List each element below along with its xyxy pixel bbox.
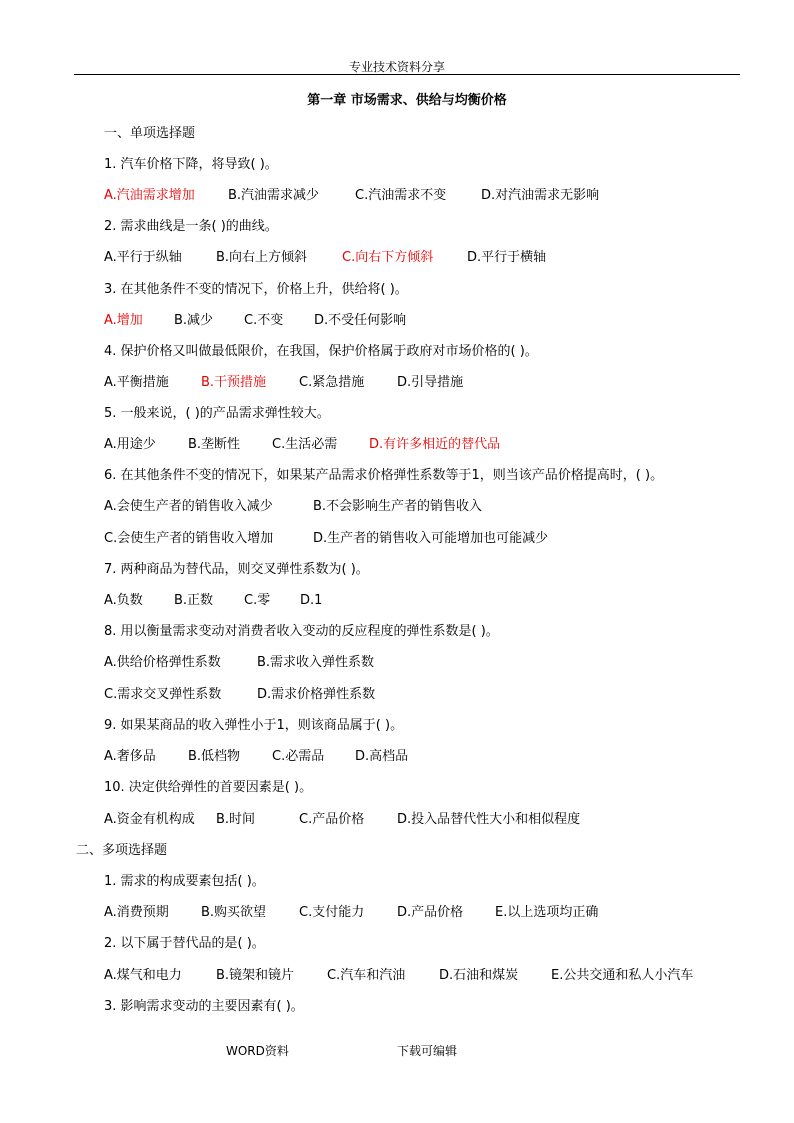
page-header: 专业技术资料分享 <box>348 60 445 74</box>
question-text: 8. 用以衡量需求变动对消费者收入变动的反应程度的弹性系数是( )。 <box>104 624 499 639</box>
option-answer: A.增加 <box>104 313 143 328</box>
option: C.会使生产者的销售收入增加 <box>104 531 274 546</box>
option: D.投入品替代性大小和相似程度 <box>397 812 581 827</box>
section-heading: 一、单项选择题 <box>104 126 196 141</box>
question-text: 7. 两种商品为替代品，则交叉弹性系数为( )。 <box>104 562 369 577</box>
option: D.石油和煤炭 <box>439 968 519 983</box>
option: D.需求价格弹性系数 <box>257 687 376 702</box>
option: B.镜架和镜片 <box>216 968 295 983</box>
option: D.平行于横轴 <box>467 250 547 265</box>
option: B.购买欲望 <box>201 905 267 920</box>
option: A.负数 <box>104 593 143 608</box>
option: A.供给价格弹性系数 <box>104 655 221 670</box>
option: C.零 <box>244 593 271 608</box>
question-text: 1. 汽车价格下降，将导致( )。 <box>104 157 278 172</box>
option: C.生活必需 <box>272 437 338 452</box>
option: C.紧急措施 <box>299 375 365 390</box>
page-title: 第一章 市场需求、供给与均衡价格 <box>307 93 507 108</box>
option: B.时间 <box>216 812 256 827</box>
question-text: 3. 影响需求变动的主要因素有( )。 <box>104 999 304 1014</box>
option: B.减少 <box>174 313 214 328</box>
option-answer: A.汽油需求增加 <box>104 188 195 203</box>
option-answer: D.有许多相近的替代品 <box>369 437 501 452</box>
question-text: 9. 如果某商品的收入弹性小于1，则该商品属于( )。 <box>104 718 404 733</box>
option: D.高档品 <box>355 749 409 764</box>
option: B.低档物 <box>188 749 241 764</box>
question-text: 3. 在其他条件不变的情况下，价格上升，供给将( )。 <box>104 282 408 297</box>
question-text: 10. 决定供给弹性的首要因素是( )。 <box>104 780 313 795</box>
option: C.必需品 <box>272 749 325 764</box>
option: C.汽车和汽油 <box>327 968 406 983</box>
option: D.生产者的销售收入可能增加也可能减少 <box>313 531 549 546</box>
option: A.平行于纵轴 <box>104 250 182 265</box>
option: A.煤气和电力 <box>104 968 182 983</box>
option: A.用途少 <box>104 437 156 452</box>
option-answer: B.干预措施 <box>201 375 267 390</box>
option: D.1 <box>300 593 323 608</box>
option: B.正数 <box>174 593 214 608</box>
question-text: 2. 以下属于替代品的是( )。 <box>104 936 265 951</box>
footer-right: 下载可编辑 <box>397 1044 458 1058</box>
option-answer: C.向右下方倾斜 <box>342 250 434 265</box>
option: E.公共交通和私人小汽车 <box>551 968 694 983</box>
header-rule <box>74 74 740 75</box>
option: C.支付能力 <box>299 905 365 920</box>
option: D.引导措施 <box>397 375 464 390</box>
option: E.以上选项均正确 <box>495 905 599 920</box>
option: A.奢侈品 <box>104 749 156 764</box>
option: B.垄断性 <box>188 437 241 452</box>
option: A.会使生产者的销售收入减少 <box>104 499 273 514</box>
section-heading: 二、多项选择题 <box>76 843 168 858</box>
footer-left: WORD资料 <box>226 1044 289 1058</box>
option: A.资金有机构成 <box>104 812 195 827</box>
question-text: 6. 在其他条件不变的情况下，如果某产品需求价格弹性系数等于1，则当该产品价格提高时，( )。 <box>104 468 664 483</box>
option: B.需求收入弹性系数 <box>257 655 375 670</box>
option: B.汽油需求减少 <box>228 188 320 203</box>
option: D.产品价格 <box>397 905 464 920</box>
option: C.产品价格 <box>299 812 365 827</box>
question-text: 4. 保护价格又叫做最低限价，在我国，保护价格属于政府对市场价格的( )。 <box>104 344 538 359</box>
question-text: 5. 一般来说，( )的产品需求弹性较大。 <box>104 406 330 421</box>
option: A.消费预期 <box>104 905 169 920</box>
option: C.需求交叉弹性系数 <box>104 687 222 702</box>
option: B.不会影响生产者的销售收入 <box>313 499 483 514</box>
option: B.向右上方倾斜 <box>216 250 308 265</box>
option: C.不变 <box>244 313 284 328</box>
option: D.不受任何影响 <box>314 313 407 328</box>
question-text: 2. 需求曲线是一条( )的曲线。 <box>104 219 278 234</box>
option: C.汽油需求不变 <box>355 188 447 203</box>
option: A.平衡措施 <box>104 375 169 390</box>
question-text: 1. 需求的构成要素包括( )。 <box>104 874 265 889</box>
option: D.对汽油需求无影响 <box>481 188 600 203</box>
